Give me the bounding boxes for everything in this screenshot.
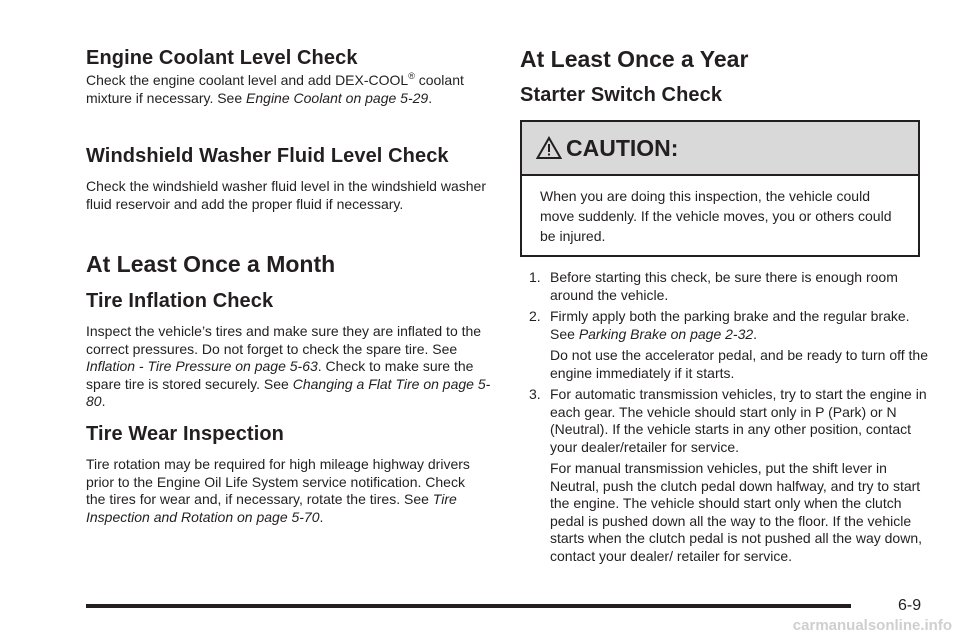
step-number: 2.: [529, 308, 541, 324]
list-item: [529, 308, 929, 382]
warning-triangle-icon: [536, 136, 562, 160]
caution-text: When you are doing this inspection, the vehicle could move suddenly. If the vehicle moves, you or others could be injured.: [540, 188, 892, 244]
tire-pressure-page-link[interactable]: Inflation - Tire Pressure on page 5-63: [86, 358, 318, 374]
section-heading-month: At Least Once a Month: [86, 251, 336, 277]
flat-tire-page-link[interactable]: Changing a Flat Tire on page 5-80: [86, 375, 491, 409]
section-heading-year: At Least Once a Year: [520, 46, 749, 72]
step-number: 1.: [529, 269, 541, 285]
page-number: 6-9: [898, 597, 922, 614]
step-text: For automatic transmission vehicles, try to start the engine in each gear. The vehicle should start only in P (Park) or N (Neutral). If the vehicle starts in any other position, contact your dealer/retailer for service.: [550, 386, 927, 455]
parking-brake-page-link[interactable]: Parking Brake on page 2-32: [578, 325, 754, 342]
step-text: Before starting this check, be sure there is enough room around the vehicle.: [550, 269, 898, 303]
watermark: carmanualsonline.info: [792, 617, 952, 634]
caution-box: [520, 120, 920, 257]
caution-title: CAUTION:: [566, 134, 679, 161]
tire-rotation-page-link[interactable]: Tire Inspection and Rotation on page 5-70: [86, 491, 457, 525]
section-heading-tire-inflation: Tire Inflation Check: [86, 290, 274, 312]
caution-header: [522, 122, 918, 176]
step-extra-text: Do not use the accelerator pedal, and be ready to turn off the engine immediately if it starts.: [550, 347, 928, 381]
tire-inflation-paragraph: Inspect the vehicle’s tires and make sure they are inflated to the correct pressures. Do not forget to check the spare tire. See Inflation - Tire Pressure on page 5-63. Check to make sure the spare tire is stored securely. See Changing a Flat Tire on page 5-80.: [86, 323, 491, 409]
coolant-paragraph: Check the engine coolant level and add DEX-COOL® coolant mixture if necessary. See Engine Coolant on page 5-29.: [86, 71, 464, 106]
washer-paragraph: Check the windshield washer fluid level in the windshield washer fluid reservoir and add the proper fluid if necessary.: [86, 178, 486, 212]
section-heading-tire-wear: Tire Wear Inspection: [86, 423, 284, 445]
section-heading-coolant: Engine Coolant Level Check: [86, 47, 358, 69]
section-heading-washer: Windshield Washer Fluid Level Check: [86, 145, 449, 167]
list-item: [529, 269, 929, 304]
step-number: 3.: [529, 386, 541, 402]
tire-wear-paragraph: Tire rotation may be required for high mileage highway drivers prior to the Engine Oil Life System service notification. Check the tires for wear and, if necessary, rotate the tires. See Tire Inspection and Rotation on page 5-70.: [86, 456, 470, 525]
steps-list: [529, 269, 929, 569]
footer-rule: [86, 604, 851, 608]
coolant-page-link[interactable]: Engine Coolant on page 5-29: [246, 89, 429, 106]
section-heading-starter: Starter Switch Check: [520, 84, 723, 106]
step-extra-text: For manual transmission vehicles, put the shift lever in Neutral, push the clutch pedal down halfway, and try to start the engine. The vehicle should start only when the clutch pedal is pushed down all the way to the floor. If the vehicle starts when the clutch pedal is not pushed all the way down, contact your dealer/ retailer for service.: [550, 460, 922, 564]
list-item: [529, 386, 929, 565]
step-text: Firmly apply both the parking brake and the regular brake. See Parking Brake on page 2-32.: [550, 308, 910, 342]
